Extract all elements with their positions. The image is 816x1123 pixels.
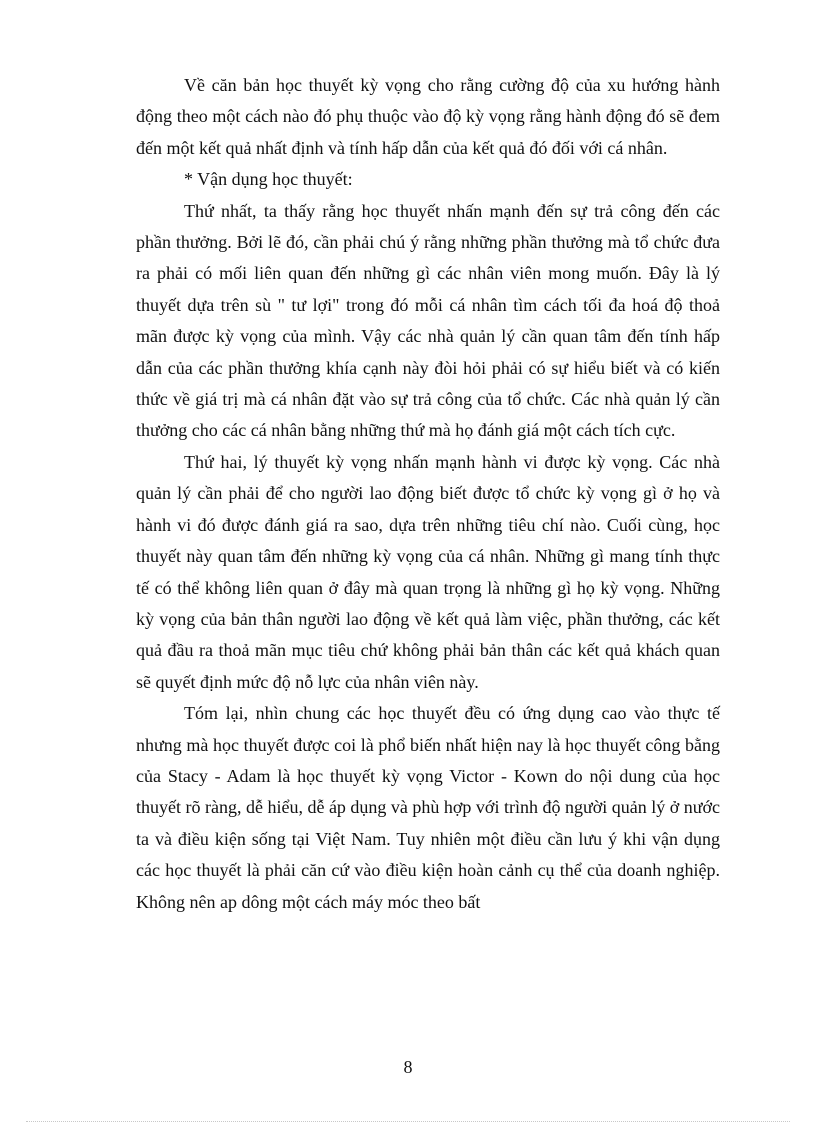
page-number: 8 [403, 1057, 413, 1077]
paragraph-first-point: Thứ nhất, ta thấy rằng học thuyết nhấn mạnh đến sự trả công đến các phần thưởng. Bởi lẽ đó, cần phải chú ý rằng những phần thưởng mà tổ chức đưa ra phải có mối liên quan đến những gì các nhân viên mong muốn. Đây là lý thuyết dựa trên sù " tư lợi" trong đó mỗi cá nhân tìm cách tối đa hoá độ thoả mãn được kỳ vọng của mình. Vậy các nhà quản lý cần quan tâm đến tính hấp dẫn của các phần thưởng khía cạnh này đòi hỏi phải có sự hiểu biết và có kiến thức về giá trị mà cá nhân đặt vào sự trả công của tổ chức. Các nhà quản lý cần thưởng cho các cá nhân bằng những thứ mà họ đánh giá một cách tích cực. [136, 200, 720, 441]
paragraph-second-point: Thứ hai, lý thuyết kỳ vọng nhấn mạnh hành vi được kỳ vọng. Các nhà quản lý cần phải để cho người lao động biết được tổ chức kỳ vọng gì ở họ và hành vi đó được đánh giá ra sao, dựa trên những tiêu chí nào. Cuối cùng, học thuyết này quan tâm đến những kỳ vọng của cá nhân. Những gì mang tính thực tế có thể không liên quan ở đây mà quan trọng là những gì họ kỳ vọng. Những kỳ vọng của bản thân người lao động về kết quả làm việc, phần thưởng, các kết quả đầu ra thoả mãn mục tiêu chứ không phải bản thân các kết quả khách quan sẽ quyết định mức độ nỗ lực của nhân viên này. [136, 451, 720, 692]
paragraph-conclusion: Tóm lại, nhìn chung các học thuyết đều có ứng dụng cao vào thực tế nhưng mà học thuyết được coi là phổ biến nhất hiện nay là học thuyết công bằng của Stacy - Adam là học thuyết kỳ vọng Victor - Kown do nội dung của học thuyết rõ ràng, dễ hiểu, dễ áp dụng và phù hợp với trình độ người quản lý ở nước ta và điều kiện sống tại Việt Nam. Tuy nhiên một điều cần lưu ý khi vận dụng các học thuyết là phải căn cứ vào điều kiện hoàn cảnh cụ thể của doanh nghiệp. Không nên ap dông một cách máy móc theo bất [136, 703, 720, 912]
page-bottom-divider [26, 1121, 790, 1122]
body-text [136, 70, 720, 918]
paragraph-application-heading: * Vận dụng học thuyết: [184, 169, 353, 190]
paragraph-expectancy-summary: Về căn bản học thuyết kỳ vọng cho rằng cường độ của xu hướng hành động theo một cách nào đó phụ thuộc vào độ kỳ vọng rằng hành động đó sẽ đem đến một kết quả nhất định và tính hấp dẫn của kết quả đó đối với cá nhân. [136, 75, 720, 158]
